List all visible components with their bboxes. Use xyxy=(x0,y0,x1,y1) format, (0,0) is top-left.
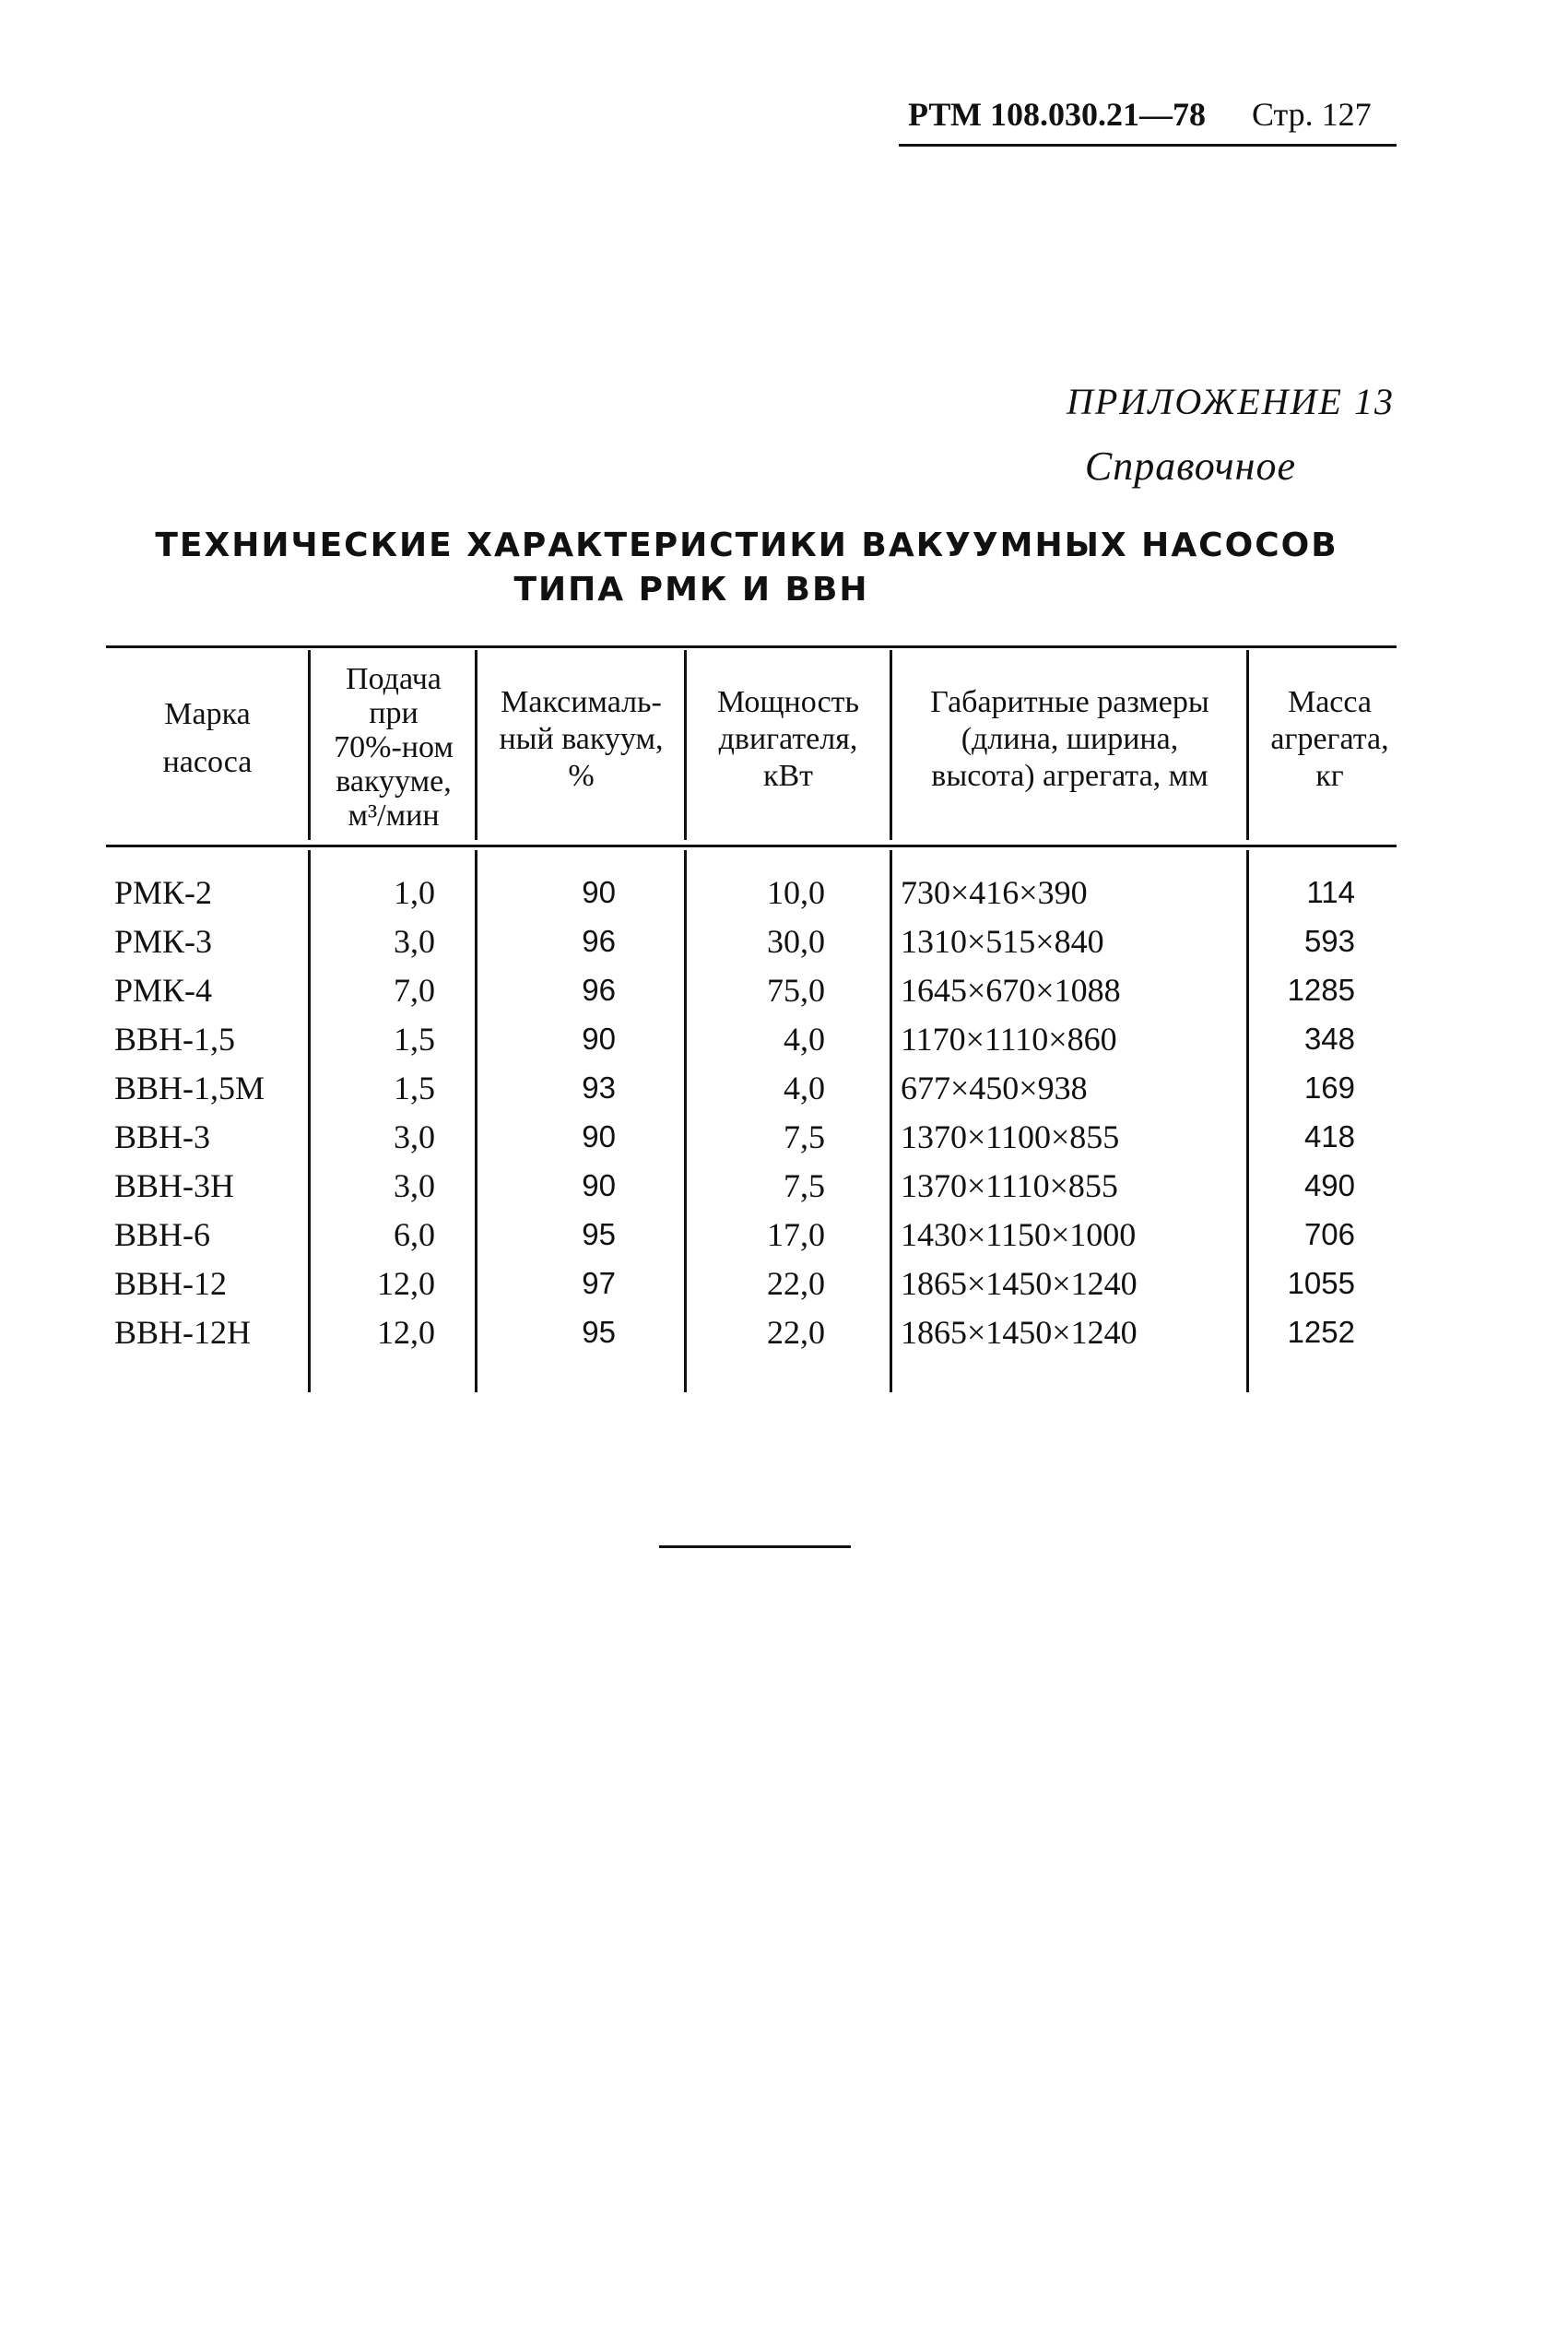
header-line: агрегата, xyxy=(1270,722,1389,756)
cell-mass: 114 xyxy=(1306,875,1355,909)
cell-max-vacuum: 95 xyxy=(582,1217,616,1251)
header-line: ный вакуум, xyxy=(499,722,664,756)
cell-power: 22,0 xyxy=(767,1314,825,1351)
running-header xyxy=(899,92,1397,147)
header-line: Масса xyxy=(1287,685,1372,719)
cell-mass: 706 xyxy=(1303,1217,1355,1251)
table-row xyxy=(0,1308,1568,1356)
cell-dimensions: 1865×1450×1240 xyxy=(901,1314,1138,1351)
cell-brand: ВВН-3 xyxy=(114,1118,211,1155)
cell-mass: 593 xyxy=(1303,924,1355,958)
table-header-rule xyxy=(106,845,1397,847)
end-rule xyxy=(659,1545,851,1548)
header-line: кг xyxy=(1315,759,1344,793)
cell-brand: ВВН-12Н xyxy=(114,1314,252,1351)
table-row xyxy=(0,917,1568,965)
cell-flow: 12,0 xyxy=(377,1314,435,1351)
cell-power: 22,0 xyxy=(767,1265,825,1302)
cell-flow: 7,0 xyxy=(394,972,435,1009)
cell-max-vacuum: 97 xyxy=(582,1266,616,1300)
cell-dimensions: 1370×1100×855 xyxy=(901,1118,1120,1155)
cell-power: 10,0 xyxy=(767,874,825,911)
header-line: 70%-ном xyxy=(334,730,454,764)
cell-flow: 3,0 xyxy=(394,923,435,960)
header-line: высота) агрегата, мм xyxy=(931,759,1208,793)
header-line: вакууме, xyxy=(336,764,452,798)
table-row xyxy=(0,1260,1568,1307)
cell-brand: РМК-3 xyxy=(114,923,213,960)
header-line: Габаритные размеры xyxy=(930,685,1209,719)
cell-power: 7,5 xyxy=(784,1167,825,1204)
cell-power: 7,5 xyxy=(784,1118,825,1155)
table-row xyxy=(0,1064,1568,1112)
table-row xyxy=(0,1015,1568,1063)
header-max-vacuum xyxy=(477,684,685,795)
table-row xyxy=(0,966,1568,1014)
table-title-line-1: ТЕХНИЧЕСКИЕ ХАРАКТЕРИСТИКИ ВАКУУМНЫХ НАСОСОВ xyxy=(155,526,1338,564)
cell-flow: 3,0 xyxy=(394,1167,435,1204)
cell-mass: 1285 xyxy=(1287,973,1355,1007)
header-line: кВт xyxy=(762,759,814,793)
header-motor-power xyxy=(687,684,890,795)
cell-dimensions: 677×450×938 xyxy=(901,1070,1088,1106)
table-row xyxy=(0,1162,1568,1210)
cell-dimensions: 1170×1110×860 xyxy=(901,1021,1117,1058)
header-flow xyxy=(311,662,477,833)
header-line: насоса xyxy=(162,745,253,779)
appendix-label: ПРИЛОЖЕНИЕ 13 xyxy=(1067,381,1395,422)
cell-dimensions: 730×416×390 xyxy=(901,874,1088,911)
cell-flow: 6,0 xyxy=(394,1216,435,1253)
cell-mass: 1252 xyxy=(1287,1315,1355,1349)
header-line: Максималь- xyxy=(501,685,662,719)
table-top-rule xyxy=(106,645,1397,648)
header-line: м³/мин xyxy=(348,798,440,833)
table-row xyxy=(0,869,1568,917)
header-line: (длина, ширина, xyxy=(961,722,1179,756)
cell-mass: 490 xyxy=(1303,1168,1355,1202)
cell-brand: ВВН-1,5 xyxy=(114,1021,236,1058)
table-title-line-2: ТИПА РМК И ВВН xyxy=(513,571,869,609)
cell-mass: 169 xyxy=(1303,1070,1355,1105)
cell-flow: 1,0 xyxy=(394,874,435,911)
cell-dimensions: 1645×670×1088 xyxy=(901,972,1121,1009)
cell-power: 4,0 xyxy=(784,1070,825,1106)
cell-power: 75,0 xyxy=(767,972,825,1009)
header-dimensions xyxy=(892,684,1247,795)
page-number: Стр. 127 xyxy=(1251,96,1372,133)
cell-flow: 1,5 xyxy=(394,1070,435,1106)
cell-max-vacuum: 96 xyxy=(582,973,616,1007)
cell-brand: ВВН-6 xyxy=(114,1216,211,1253)
cell-mass: 418 xyxy=(1303,1119,1355,1153)
cell-power: 17,0 xyxy=(767,1216,825,1253)
cell-flow: 1,5 xyxy=(394,1021,435,1058)
cell-power: 4,0 xyxy=(784,1021,825,1058)
cell-brand: РМК-4 xyxy=(114,972,213,1009)
cell-max-vacuum: 96 xyxy=(582,924,616,958)
cell-dimensions: 1430×1150×1000 xyxy=(901,1216,1137,1253)
cell-brand: ВВН-12 xyxy=(114,1265,228,1302)
cell-brand: ВВН-3Н xyxy=(114,1167,235,1204)
document-code: РТМ 108.030.21—78 xyxy=(908,96,1206,133)
cell-mass: 348 xyxy=(1303,1022,1355,1056)
cell-dimensions: 1370×1110×855 xyxy=(901,1167,1118,1204)
cell-flow: 3,0 xyxy=(394,1118,435,1155)
cell-max-vacuum: 93 xyxy=(582,1070,616,1105)
cell-brand: РМК-2 xyxy=(114,874,213,911)
cell-brand: ВВН-1,5М xyxy=(114,1070,265,1106)
reference-label: Справочное xyxy=(1084,444,1296,489)
cell-flow: 12,0 xyxy=(377,1265,435,1302)
header-line: Подача xyxy=(346,662,442,696)
cell-mass: 1055 xyxy=(1287,1266,1355,1300)
cell-max-vacuum: 90 xyxy=(582,1168,616,1202)
header-line: Марка xyxy=(164,697,251,731)
cell-power: 30,0 xyxy=(767,923,825,960)
cell-max-vacuum: 90 xyxy=(582,875,616,909)
cell-dimensions: 1310×515×840 xyxy=(901,923,1104,960)
cell-max-vacuum: 95 xyxy=(582,1315,616,1349)
header-line: % xyxy=(568,759,595,793)
header-line: Мощность xyxy=(716,685,860,719)
cell-max-vacuum: 90 xyxy=(582,1022,616,1056)
header-mass xyxy=(1249,684,1410,795)
header-line: при xyxy=(369,696,419,730)
cell-dimensions: 1865×1450×1240 xyxy=(901,1265,1138,1302)
header-line: двигателя, xyxy=(718,722,858,756)
table-row xyxy=(0,1113,1568,1161)
table-row xyxy=(0,1211,1568,1259)
cell-max-vacuum: 90 xyxy=(582,1119,616,1153)
header-brand xyxy=(106,696,309,781)
